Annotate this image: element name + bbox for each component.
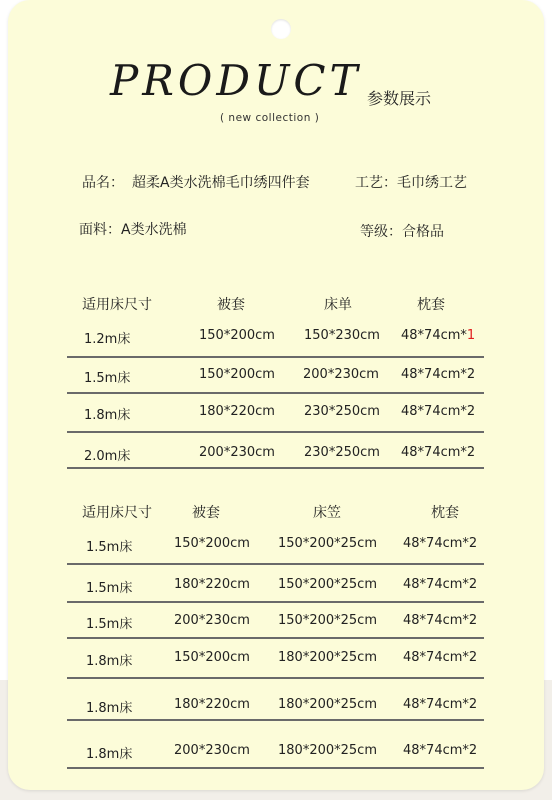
product-title: PRODUCT [110,56,362,105]
table-row [0,536,552,556]
table2-header-pillowcase: 枕套 [431,505,459,521]
table-row [0,328,552,348]
duvet-size-cell: 200*230cm [174,613,250,628]
grade [360,221,444,241]
row-divider [67,601,484,603]
pillowcase-size-cell: 48*74cm*2 [403,743,478,758]
row-divider [67,637,484,639]
table-row [0,697,552,717]
table-row [0,577,552,597]
pillowcase-size-cell: 48*74cm*2 [401,404,476,419]
fitted-sheet-size-cell: 180*200*25cm [278,650,377,665]
table1-header-bed-sheet: 床单 [324,297,352,313]
fabric-label: 面料： [79,222,121,238]
fabric-value: A类水洗棉 [121,222,187,238]
table-row [0,613,552,633]
table2-header-fitted-sheet: 床笠 [313,505,341,521]
fitted-sheet-size-cell: 150*200*25cm [278,536,377,551]
duvet-size-cell: 180*220cm [199,404,275,419]
bed-size-cell: 1.8m床 [84,408,131,423]
row-divider [67,677,484,679]
collection-subtitle: ( new collection ) [220,112,320,124]
bed-size-cell: 2.0m床 [84,449,131,464]
duvet-size-cell: 150*200cm [199,328,275,343]
row-divider [67,392,484,394]
pillowcase-size-cell: 48*74cm*2 [403,613,478,628]
pillowcase-size-cell: 48*74cm*2 [403,577,478,592]
row-divider [67,356,484,358]
hang-hole [271,19,291,39]
table-row [0,445,552,465]
bed-size-cell: 1.8m床 [86,654,133,669]
bed-size-cell: 1.8m床 [86,701,133,716]
product-name [82,172,310,192]
table2-header-bed-size: 适用床尺寸 [82,505,152,521]
pillowcase-size-cell: 48*74cm*2 [403,697,478,712]
duvet-size-cell: 180*220cm [174,577,250,592]
pillowcase-size-cell [401,328,475,343]
table1-header-bed-size: 适用床尺寸 [82,297,152,313]
row-divider [67,563,484,565]
table-row [0,743,552,763]
craft-value: 毛巾绣工艺 [397,175,467,191]
fabric [79,219,187,239]
row-divider [67,767,484,769]
bed-size-cell: 1.5m床 [86,617,133,632]
table-row [0,367,552,387]
duvet-size-cell: 150*200cm [174,650,250,665]
craft-label: 工艺： [355,175,397,191]
row-divider [67,467,484,469]
sheet-size-cell: 200*230cm [303,367,379,382]
bed-size-cell: 1.5m床 [86,581,133,596]
table-row [0,404,552,424]
grade-label: 等级： [360,224,402,240]
params-heading: 参数展示 [367,89,432,108]
sheet-size-cell: 230*250cm [304,445,380,460]
table-row [0,650,552,670]
pillowcase-size-cell: 48*74cm*2 [401,445,476,460]
bed-size-cell: 1.2m床 [84,332,131,347]
product-name-value: 超柔A类水洗棉毛巾绣四件套 [132,175,310,191]
pillowcase-size-cell: 48*74cm*2 [403,650,478,665]
table1-header-pillowcase: 枕套 [417,297,445,313]
duvet-size-cell: 200*230cm [174,743,250,758]
fitted-sheet-size-cell: 150*200*25cm [278,577,377,592]
fitted-sheet-size-cell: 180*200*25cm [278,743,377,758]
duvet-size-cell: 150*200cm [174,536,250,551]
bed-size-cell: 1.5m床 [84,371,131,386]
product-name-label: 品名： [82,175,124,191]
bed-size-cell: 1.5m床 [86,540,133,555]
duvet-size-cell: 180*220cm [174,697,250,712]
pillowcase-size-text: 48*74cm* [401,328,467,343]
pillowcase-size-cell: 48*74cm*2 [401,367,476,382]
pillowcase-size-cell: 48*74cm*2 [403,536,478,551]
duvet-size-cell: 200*230cm [199,445,275,460]
bed-size-cell: 1.8m床 [86,747,133,762]
craft [355,172,467,192]
sheet-size-cell: 230*250cm [304,404,380,419]
sheet-size-cell: 150*230cm [304,328,380,343]
fitted-sheet-size-cell: 180*200*25cm [278,697,377,712]
duvet-size-cell: 150*200cm [199,367,275,382]
row-divider [67,431,484,433]
table2-header-duvet-cover: 被套 [192,505,220,521]
pillowcase-quantity-highlight: 1 [466,328,476,343]
fitted-sheet-size-cell: 150*200*25cm [278,613,377,628]
grade-value: 合格品 [402,224,444,240]
table1-header-duvet-cover: 被套 [217,297,245,313]
row-divider [67,719,484,721]
